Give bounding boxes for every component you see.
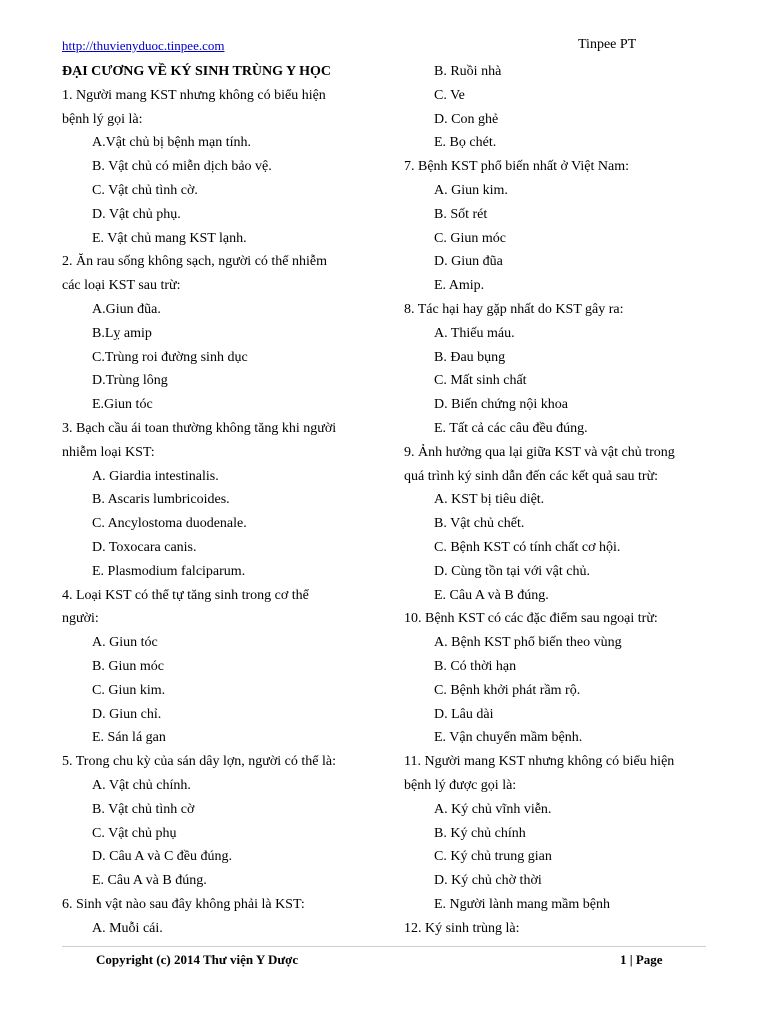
question-text: 7. Bệnh KST phổ biến nhất ở Việt Nam: — [404, 159, 629, 175]
answer-option: C. Vật chủ phụ — [92, 825, 177, 841]
question-text: người: — [62, 611, 99, 627]
right-column — [404, 60, 704, 940]
question-text: bệnh lý được gọi là: — [404, 777, 517, 793]
question-text: 1. Người mang KST nhưng không có biểu hiện — [62, 87, 326, 103]
answer-option: D. Lâu dài — [434, 706, 494, 722]
answer-option: C. Ancylostoma duodenale. — [92, 516, 247, 532]
answer-option: B. Sốt rét — [434, 206, 488, 222]
question-text: 5. Trong chu kỳ của sán dây lợn, người có thể là: — [62, 754, 336, 770]
answer-option: A. KST bị tiêu diệt. — [434, 492, 545, 508]
answer-option: C. Vật chủ tình cờ. — [92, 182, 198, 198]
answer-option: E. Tất cả các câu đều đúng. — [434, 420, 588, 436]
answer-option: E. Câu A và B đúng. — [92, 873, 207, 889]
question-text: bệnh lý gọi là: — [62, 111, 143, 127]
answer-option: B. Vật chủ có miễn dịch bảo vệ. — [92, 159, 272, 175]
answer-option: C. Giun kim. — [92, 682, 166, 698]
answer-option: D.Trùng lông — [92, 373, 168, 389]
question-text: 4. Loại KST có thể tự tăng sinh trong cơ thể — [62, 587, 309, 603]
question-text: 10. Bệnh KST có các đặc điểm sau ngoại trừ: — [404, 611, 658, 627]
answer-option: D. Biến chứng nội khoa — [434, 397, 568, 413]
header-site-name: Tinpee PT — [578, 37, 637, 52]
answer-option: D. Ký chủ chờ thời — [434, 873, 542, 889]
question-text: các loại KST sau trừ: — [62, 278, 181, 294]
question-text: 11. Người mang KST nhưng không có biểu hiện — [404, 754, 675, 770]
answer-option: E. Amip. — [434, 278, 485, 294]
document-title: ĐẠI CƯƠNG VỀ KÝ SINH TRÙNG Y HỌC — [62, 64, 332, 79]
answer-option: A. Vật chủ chính. — [92, 777, 191, 793]
answer-option: B. Vật chủ chết. — [434, 516, 525, 532]
question-text: 9. Ảnh hưởng qua lại giữa KST và vật chủ trong — [404, 444, 675, 460]
answer-option: A. Giardia intestinalis. — [92, 468, 219, 484]
answer-option: E. Vận chuyển mầm bệnh. — [434, 730, 583, 746]
answer-option: B. Có thời hạn — [434, 658, 517, 674]
answer-option: E. Plasmodium falciparum. — [92, 563, 246, 579]
answer-option: A.Vật chủ bị bệnh mạn tính. — [92, 135, 252, 151]
question-text: 12. Ký sinh trùng là: — [404, 920, 520, 936]
question-text: 6. Sinh vật nào sau đây không phải là KST: — [62, 896, 305, 912]
footer-copyright: Copyright (c) 2014 Thư viện Y Dược — [96, 952, 299, 967]
answer-option: A. Giun kim. — [434, 182, 508, 198]
answer-option: C. Ký chủ trung gian — [434, 849, 552, 865]
left-column — [62, 60, 362, 940]
answer-option: D. Con ghẻ — [434, 111, 499, 127]
answer-option: A. Thiếu máu. — [434, 325, 515, 341]
answer-option: E. Sán lá gan — [92, 730, 166, 746]
answer-option: B. Ascaris lumbricoides. — [92, 492, 230, 508]
answer-option: B. Giun móc — [92, 658, 164, 674]
answer-option: B. Ký chủ chính — [434, 825, 526, 841]
question-text: nhiễm loại KST: — [62, 444, 155, 460]
question-text: 2. Ăn rau sống không sạch, người có thể nhiễm — [62, 254, 328, 270]
answer-option: C. Giun móc — [434, 230, 506, 246]
footer-divider — [62, 946, 706, 947]
answer-option: E. Người lành mang mầm bệnh — [434, 896, 610, 912]
answer-option: C. Mất sinh chất — [434, 373, 527, 389]
answer-option: B. Vật chủ tình cờ — [92, 801, 195, 817]
answer-option: C. Bệnh KST có tính chất cơ hội. — [434, 539, 621, 555]
answer-option: A. Bệnh KST phổ biến theo vùng — [434, 635, 622, 651]
header-link[interactable]: http://thuvienyduoc.tinpee.com — [62, 38, 225, 53]
answer-option: E. Vật chủ mang KST lạnh. — [92, 230, 247, 246]
answer-option: C.Trùng roi đường sinh dục — [92, 349, 248, 365]
answer-option: B. Đau bụng — [434, 349, 506, 365]
answer-option: E. Câu A và B đúng. — [434, 587, 549, 603]
answer-option: B.Lỵ amip — [92, 325, 152, 341]
answer-option: E.Giun tóc — [92, 397, 153, 413]
answer-option: D. Giun đũa — [434, 254, 503, 270]
answer-option: D. Toxocara canis. — [92, 539, 197, 555]
answer-option: C. Bệnh khởi phát rầm rộ. — [434, 682, 581, 698]
question-text: quá trình ký sinh dẫn đến các kết quả sau trừ: — [404, 468, 659, 484]
answer-option: D. Cùng tồn tại với vật chủ. — [434, 563, 590, 579]
answer-option: C. Ve — [434, 87, 465, 103]
answer-option: B. Ruồi nhà — [434, 64, 502, 79]
answer-option: A.Giun đũa. — [92, 301, 161, 317]
question-text: 3. Bạch cầu ái toan thường không tăng khi người — [62, 420, 337, 436]
answer-option: A. Muỗi cái. — [92, 920, 163, 936]
answer-option: E. Bọ chét. — [434, 135, 497, 151]
footer-page-number: 1 | Page — [620, 952, 663, 967]
answer-option: A. Ký chủ vĩnh viễn. — [434, 801, 552, 817]
question-text: 8. Tác hại hay gặp nhất do KST gây ra: — [404, 301, 624, 317]
answer-option: D. Câu A và C đều đúng. — [92, 849, 232, 865]
answer-option: A. Giun tóc — [92, 635, 158, 651]
answer-option: D. Vật chủ phụ. — [92, 206, 181, 222]
answer-option: D. Giun chỉ. — [92, 706, 162, 722]
